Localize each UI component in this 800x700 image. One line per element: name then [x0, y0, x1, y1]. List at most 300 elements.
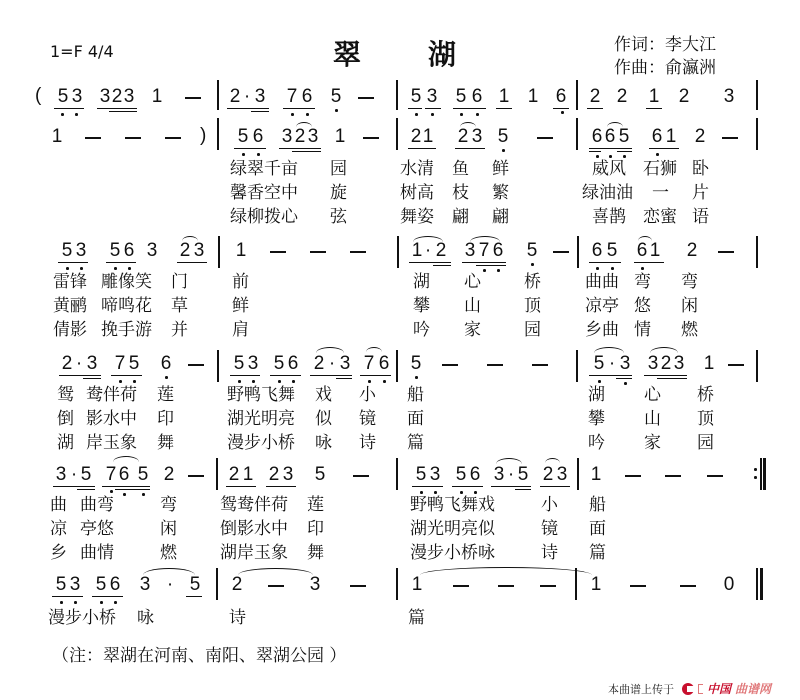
dash: [553, 251, 569, 253]
low-dot: [165, 376, 168, 379]
beam: [251, 111, 269, 112]
lyric: 弯: [160, 495, 177, 515]
final-barline-thin: [756, 568, 758, 600]
note: 1: [151, 86, 163, 107]
note: 3: [471, 126, 483, 147]
note: 3: [123, 86, 135, 107]
repeat-barline-thick: [763, 458, 766, 490]
low-dot: [60, 601, 63, 604]
lyric: 吟: [588, 433, 605, 453]
beam: [92, 596, 123, 597]
barline: [218, 236, 220, 268]
lyric: 家: [644, 433, 661, 453]
low-dot: [257, 153, 260, 156]
beam: [111, 375, 142, 376]
lyric: 戏: [315, 385, 332, 405]
lyric: 倒影水中: [220, 519, 288, 539]
low-dot: [242, 153, 245, 156]
note: 3: [99, 86, 111, 107]
note: 6: [651, 126, 663, 147]
lyricist-label: 作词：: [614, 35, 665, 55]
note: 3: [429, 464, 441, 485]
note: 6: [123, 240, 135, 261]
note: 3: [282, 464, 294, 485]
note: 7: [105, 464, 117, 485]
lyric: 闲: [160, 519, 177, 539]
low-dot: [431, 113, 434, 116]
note: 6: [301, 86, 313, 107]
dash: [532, 364, 548, 366]
note: ·: [75, 353, 83, 374]
low-dot: [66, 267, 69, 270]
note: 6: [471, 86, 483, 107]
lyric: 镜: [359, 409, 376, 429]
note: 7: [478, 240, 490, 261]
beam: [476, 265, 506, 266]
low-dot: [61, 113, 64, 116]
barline: [396, 568, 398, 600]
note: 6: [109, 574, 121, 595]
low-dot: [497, 269, 500, 272]
lyric: 树高: [400, 183, 434, 203]
beam: [540, 486, 570, 487]
dash: [498, 585, 514, 587]
note: 2: [589, 86, 601, 107]
lyric: 威风: [592, 159, 626, 179]
low-dot: [531, 263, 534, 266]
note: 1: [498, 86, 510, 107]
repeat-dot: [754, 476, 757, 479]
beam: [279, 148, 321, 149]
note: 2: [616, 86, 628, 107]
beam: [186, 596, 202, 597]
lyric: 鱼: [452, 159, 469, 179]
slur: [638, 236, 652, 241]
lyric: 曲曲: [585, 272, 619, 292]
barline: [397, 236, 399, 268]
beam: [53, 486, 95, 487]
lyric: 水清: [400, 159, 434, 179]
lyric: 绿翠千亩: [230, 159, 298, 179]
beam: [657, 378, 687, 379]
lyric: 门: [171, 272, 188, 292]
low-dot: [292, 380, 295, 383]
lyric: 卧: [692, 159, 709, 179]
lyric: 鸳: [57, 385, 74, 405]
low-dot: [420, 491, 423, 494]
slur: [594, 347, 624, 353]
note: 2: [694, 126, 706, 147]
low-dot: [476, 113, 479, 116]
beam: [234, 148, 266, 149]
lyric: 曲情: [80, 543, 114, 563]
note: ·: [424, 240, 432, 261]
barline: [396, 80, 398, 110]
lyric: 桥: [524, 272, 541, 292]
note: 5: [189, 574, 201, 595]
beam: [589, 375, 632, 376]
beam: [515, 489, 531, 490]
lyric: 园: [697, 433, 714, 453]
barline: [217, 118, 219, 150]
note: 2: [542, 464, 554, 485]
lyric: 咏: [315, 433, 332, 453]
note: 3: [619, 353, 631, 374]
dash: [310, 251, 326, 253]
dash: [540, 585, 556, 587]
lyric: 漫步小桥: [227, 433, 295, 453]
tie: [238, 568, 313, 575]
note: 3: [464, 240, 476, 261]
note: 6: [160, 353, 172, 374]
dash: [188, 364, 204, 366]
note: 0: [723, 574, 735, 595]
note: 3: [339, 353, 351, 374]
low-dot: [119, 380, 122, 383]
barline: [756, 350, 758, 382]
note: 7: [363, 353, 375, 374]
note: 3: [139, 574, 151, 595]
beam: [109, 111, 137, 112]
note: 5: [593, 353, 605, 374]
composer-name: 俞瀛洲: [665, 58, 716, 78]
lyric: 鸯伴荷: [86, 385, 137, 405]
slur: [316, 347, 344, 353]
beam: [496, 108, 512, 109]
note: 5: [330, 86, 342, 107]
lyric: 印: [307, 519, 324, 539]
barline: [756, 80, 758, 110]
note: 5: [95, 574, 107, 595]
lyric: 亭悠: [80, 519, 114, 539]
low-dot: [641, 267, 644, 270]
lyric: 悠: [634, 296, 651, 316]
note: 2: [457, 126, 469, 147]
note: 1: [51, 126, 63, 147]
lyric: 湖: [413, 272, 430, 292]
beam: [617, 151, 632, 152]
beam: [97, 108, 137, 109]
note: 3: [193, 240, 205, 261]
open-paren: (: [35, 85, 42, 106]
low-dot: [596, 267, 599, 270]
key-signature: 1=F 4/4: [50, 42, 114, 61]
note: 3: [281, 126, 293, 147]
note: 2: [686, 240, 698, 261]
lyric: 凉: [50, 519, 67, 539]
lyric: 小: [541, 495, 558, 515]
dash: [487, 364, 503, 366]
composer-credit: [614, 58, 716, 79]
barline: [216, 568, 218, 600]
barline: [756, 236, 758, 268]
lyric: 野鸭飞舞戏: [410, 495, 495, 515]
lyric: 鲜: [232, 296, 249, 316]
dash: [718, 251, 734, 253]
lyric: 咏: [137, 608, 154, 628]
note: 3: [647, 353, 659, 374]
lyric: 雷锋: [53, 272, 87, 292]
slur: [182, 236, 198, 241]
note: 6: [591, 126, 603, 147]
dash: [453, 585, 469, 587]
low-dot: [561, 111, 564, 114]
low-dot: [623, 155, 626, 158]
lyric: 园: [524, 320, 541, 340]
beam: [77, 489, 95, 490]
beam: [177, 262, 207, 263]
dash: [625, 475, 641, 477]
note: 1: [411, 240, 423, 261]
lyric: 攀: [588, 409, 605, 429]
low-dot: [133, 380, 136, 383]
note: 1: [665, 126, 677, 147]
lyric: 草: [171, 296, 188, 316]
beam: [587, 108, 603, 109]
beam: [646, 108, 662, 109]
note: 3: [71, 86, 83, 107]
note: 2: [313, 353, 325, 374]
slur: [650, 347, 678, 353]
dash: [537, 137, 553, 139]
note: 6: [118, 464, 130, 485]
note: ·: [608, 353, 616, 374]
note: 5: [109, 240, 121, 261]
lyric: 鲜: [492, 159, 509, 179]
lyric: 挽手游: [101, 320, 152, 340]
note: 7: [286, 86, 298, 107]
dash: [165, 137, 181, 139]
note: 6: [555, 86, 567, 107]
beam: [266, 486, 296, 487]
beam: [408, 148, 436, 149]
lyric: 恋蜜: [643, 207, 677, 227]
lyric: 前: [232, 272, 249, 292]
beam: [360, 375, 391, 376]
repeat-dot: [754, 468, 757, 471]
beam: [102, 486, 150, 487]
dash: [363, 137, 379, 139]
low-dot: [291, 113, 294, 116]
lyric: 舞姿: [400, 207, 434, 227]
dash: [353, 475, 369, 477]
beam: [230, 375, 260, 376]
note: 1: [422, 126, 434, 147]
note: 5: [455, 464, 467, 485]
lyric: 莲: [157, 385, 174, 405]
note: ·: [507, 464, 515, 485]
title-char-2: 湖: [428, 38, 457, 71]
slur: [296, 122, 312, 127]
note: 1: [527, 86, 539, 107]
slur: [143, 568, 195, 575]
beam: [409, 262, 451, 263]
close-paren: ): [200, 125, 207, 146]
beam: [589, 151, 601, 152]
note: 3: [55, 464, 67, 485]
note: 5: [410, 86, 422, 107]
note: 3: [723, 86, 735, 107]
low-dot: [110, 490, 113, 493]
slur: [470, 236, 500, 242]
note: 1: [411, 574, 423, 595]
lyric: 绿柳拨心: [230, 207, 298, 227]
note: 2: [229, 86, 241, 107]
beam: [336, 378, 352, 379]
note: 5: [137, 464, 149, 485]
brand-name-1: 中国: [707, 682, 732, 696]
lyric: 弦: [330, 207, 347, 227]
lyric: 漫步小桥咏: [410, 543, 495, 563]
barline: [576, 80, 578, 110]
lyric: 曲: [50, 495, 67, 515]
lyric: 喜鹊: [592, 207, 626, 227]
barline: [576, 118, 578, 150]
barline: [396, 118, 398, 150]
lyric: 舞: [307, 543, 324, 563]
note: 5: [526, 240, 538, 261]
beam: [106, 262, 136, 263]
note: 2: [111, 86, 123, 107]
lyric: 攀: [413, 296, 430, 316]
barline: [396, 350, 398, 382]
note: 2: [410, 126, 422, 147]
beam: [115, 489, 150, 490]
note: 7: [114, 353, 126, 374]
note: 3: [69, 574, 81, 595]
note: 2: [660, 353, 672, 374]
note: 5: [128, 353, 140, 374]
lyric: 一: [652, 183, 669, 203]
note: 5: [415, 464, 427, 485]
lyric: 心: [464, 272, 481, 292]
lyric: 肩: [232, 320, 249, 340]
note: 5: [497, 126, 509, 147]
dash: [350, 585, 366, 587]
barline: [217, 350, 219, 382]
dash: [350, 251, 366, 253]
lyric: 山: [464, 296, 481, 316]
note: 3: [309, 574, 321, 595]
note: 3: [493, 464, 505, 485]
footnote: （注：翠湖在河南、南阳、翠湖公园 ）: [52, 646, 347, 666]
lyric: 面: [589, 519, 606, 539]
beam: [453, 108, 486, 109]
lyric: 馨香空中: [230, 183, 298, 203]
beam: [644, 375, 687, 376]
lyric: 顶: [697, 409, 714, 429]
lyric: 船: [589, 495, 606, 515]
beam: [433, 265, 451, 266]
low-dot: [434, 491, 437, 494]
low-dot: [656, 153, 659, 156]
lyric: 弯: [681, 272, 698, 292]
final-barline-thick: [760, 568, 763, 600]
dash: [188, 475, 204, 477]
note: 5: [606, 240, 618, 261]
lyric: 湖: [588, 385, 605, 405]
lyric: 雕像笑: [101, 272, 152, 292]
beam: [408, 108, 422, 109]
low-dot: [598, 380, 601, 383]
note: 5: [57, 86, 69, 107]
beam: [310, 375, 352, 376]
beam: [58, 262, 88, 263]
beam: [455, 148, 485, 149]
low-dot: [74, 601, 77, 604]
lyric: 倩影: [53, 320, 87, 340]
beam: [59, 375, 101, 376]
lyric: 湖光明亮: [227, 409, 295, 429]
dash: [268, 585, 284, 587]
lyric: 弯: [634, 272, 651, 292]
lyric: 乡: [50, 543, 67, 563]
barline: [575, 568, 577, 600]
note: 2: [228, 464, 240, 485]
barline: [756, 118, 758, 150]
note: 5: [517, 464, 529, 485]
lyric: 枝: [452, 183, 469, 203]
note: 3: [75, 240, 87, 261]
lyric: 片: [692, 183, 709, 203]
note: 3: [254, 86, 266, 107]
lyric: 山: [644, 409, 661, 429]
note: 6: [591, 240, 603, 261]
dash: [358, 97, 374, 99]
note: 1: [648, 86, 660, 107]
lyric: 篇: [589, 543, 606, 563]
lyric: 繁: [492, 183, 509, 203]
note: ·: [166, 574, 174, 595]
beam: [589, 262, 621, 263]
barline: [217, 80, 219, 110]
composer-label: 作曲：: [614, 58, 665, 78]
low-dot: [502, 149, 505, 152]
beam: [226, 486, 256, 487]
lyric: 漫步小桥: [48, 608, 116, 628]
note: 1: [242, 464, 254, 485]
barline: [396, 458, 398, 490]
slur: [413, 236, 443, 242]
note: 2: [61, 353, 73, 374]
brand-logo-lines-icon: [698, 684, 703, 694]
title-char-1: 翠: [333, 38, 362, 71]
note: 1: [334, 126, 346, 147]
note: 1: [590, 574, 602, 595]
low-dot: [75, 113, 78, 116]
lyric: 鸳鸯伴荷: [220, 495, 288, 515]
barline: [577, 236, 579, 268]
low-dot: [624, 382, 627, 385]
beam: [425, 108, 441, 109]
note: 6: [636, 240, 648, 261]
low-dot: [609, 155, 612, 158]
lyric: 印: [157, 409, 174, 429]
lyric: 心: [644, 385, 661, 405]
lyric: 燃: [681, 320, 698, 340]
note: 5: [314, 464, 326, 485]
dash: [270, 251, 286, 253]
note: 1: [235, 240, 247, 261]
dash: [442, 364, 458, 366]
note: 3: [426, 86, 438, 107]
lyric: 岸玉象: [86, 433, 137, 453]
beam: [227, 108, 269, 109]
low-dot: [238, 380, 241, 383]
note: 1: [590, 464, 602, 485]
note: 2: [294, 126, 306, 147]
slur: [545, 458, 560, 463]
